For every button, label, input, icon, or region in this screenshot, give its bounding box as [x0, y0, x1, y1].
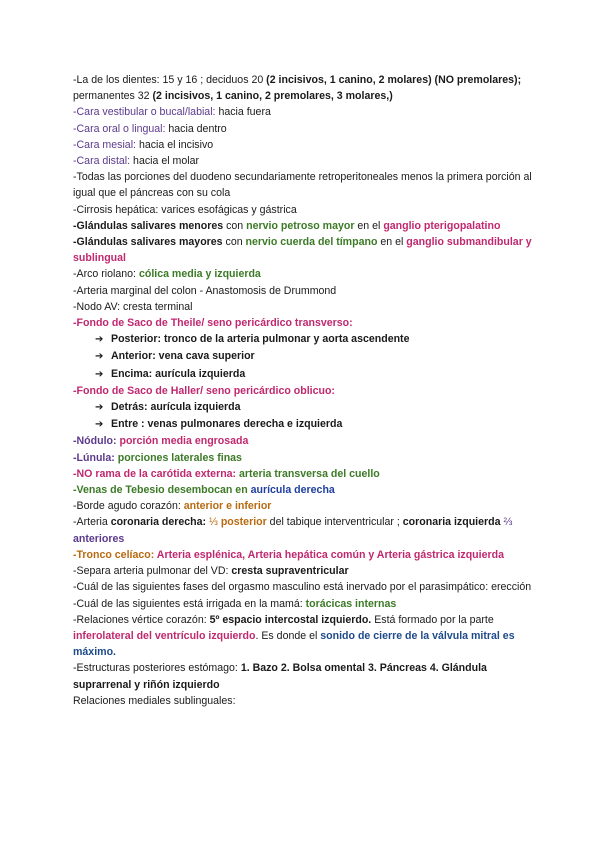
text-segment: Entre : venas pulmonares derecha e izquierda: [111, 418, 343, 431]
text-segment: -Cara distal:: [73, 155, 131, 168]
text-segment: Arteria esplénica, Arteria hepática común y Arteria gástrica izquierda: [154, 548, 504, 561]
note-line: [73, 498, 543, 514]
arrow-right-icon: ➔: [95, 368, 104, 380]
text-segment: -Separa arteria pulmonar del VD:: [73, 565, 232, 578]
arrow-right-icon: ➔: [95, 402, 104, 414]
text-segment: cólica media y izquierda: [138, 268, 261, 281]
text-segment: hacia dentro: [165, 122, 227, 135]
text-segment: -Cuál de las siguientes está irrigada en la mamá:: [73, 597, 306, 610]
text-segment: -NO rama de la carótida externa:: [73, 467, 240, 480]
text-segment: inferolateral del ventrículo izquierdo: [73, 629, 256, 642]
text-segment: hacia el molar: [130, 155, 199, 168]
text-segment: -Arteria: [73, 516, 111, 529]
text-segment: -Arteria marginal del colon - Anastomosis de Drummond: [73, 284, 337, 297]
note-line: [73, 266, 543, 282]
text-segment: con: [223, 219, 247, 232]
arrow-right-icon: ➔: [95, 419, 104, 431]
note-line: [73, 466, 543, 482]
text-segment: porciones laterales finas: [117, 451, 242, 464]
text-segment: permanentes 32: [73, 90, 153, 103]
note-line: [73, 660, 543, 692]
text-segment: -Venas de Tebesio desembocan en: [73, 484, 251, 497]
note-line: [73, 299, 543, 315]
text-segment: -Cuál de las siguientes fases del orgasmo masculino está inervado por el parasimpático: erección: [73, 581, 532, 594]
note-line: [73, 72, 543, 104]
note-line: [73, 234, 543, 266]
bullet-note-line: [73, 348, 543, 365]
text-segment: cresta supraventricular: [231, 565, 349, 578]
text-segment: -Nodo AV: cresta terminal: [73, 300, 193, 313]
text-segment: 5º espacio intercostal izquierdo.: [209, 613, 372, 626]
text-segment: -Fondo de Saco de Theile/ seno pericárdico transverso:: [73, 317, 353, 330]
bullet-note-line: [73, 331, 543, 348]
bullet-note-line: [73, 399, 543, 416]
note-line: [73, 283, 543, 299]
text-segment: arteria transversa del cuello: [239, 467, 380, 480]
text-segment: -Estructuras posteriores estómago:: [73, 662, 241, 675]
text-segment: -Tronco celíaco:: [73, 548, 155, 561]
text-segment: Anterior: vena cava superior: [111, 350, 255, 363]
note-line: [73, 547, 543, 563]
text-segment: . Es donde el: [255, 629, 321, 642]
bullet-note-line: [73, 416, 543, 433]
text-segment: nervio cuerda del tímpano: [245, 236, 378, 249]
text-segment: coronaria izquierda: [402, 516, 501, 529]
note-line: [73, 153, 543, 169]
note-line: [73, 169, 543, 201]
note-line: [73, 596, 543, 612]
text-segment: con: [222, 236, 246, 249]
text-segment: del tabique interventricular ;: [266, 516, 403, 529]
note-line: [73, 579, 543, 595]
note-line: [73, 563, 543, 579]
text-segment: -Cirrosis hepática: varices esofágicas y gástrica: [73, 203, 297, 216]
text-segment: ganglio submandibular y sublingual: [73, 236, 532, 265]
note-line: [73, 202, 543, 218]
text-segment: Encima: aurícula izquierda: [111, 367, 246, 380]
text-segment: ⅓: [206, 516, 221, 529]
text-segment: -Lúnula:: [73, 451, 118, 464]
text-segment: ganglio pterigopalatino: [383, 219, 501, 232]
text-segment: coronaria derecha:: [110, 516, 207, 529]
text-segment: -Cara mesial:: [73, 138, 136, 151]
text-segment: anteriores: [73, 532, 125, 545]
text-segment: hacia el incisivo: [136, 138, 214, 151]
text-segment: aurícula derecha: [250, 484, 335, 497]
text-segment: -Borde agudo corazón:: [73, 500, 184, 513]
arrow-right-icon: ➔: [95, 351, 104, 363]
text-segment: Está formado por la parte: [371, 613, 494, 626]
text-segment: -Glándulas salivares menores: [73, 219, 224, 232]
note-line: [73, 612, 543, 661]
text-segment: -Cara vestibular o bucal/labial:: [73, 106, 216, 119]
text-segment: 1. Bazo 2. Bolsa omental 3. Páncreas 4. Glándula suprarrenal y riñón izquierdo: [73, 662, 487, 691]
note-line: [73, 104, 543, 120]
text-segment: -Arco riolano:: [73, 268, 139, 281]
text-segment: -Relaciones vértice corazón:: [73, 613, 210, 626]
note-line: [73, 121, 543, 137]
note-line: [73, 383, 543, 399]
note-line: [73, 218, 543, 234]
bullet-note-line: [73, 366, 543, 383]
text-segment: Posterior: tronco de la arteria pulmonar y aorta ascendente: [111, 333, 410, 346]
text-segment: -La de los dientes: 15 y 16 ; deciduos 20: [73, 74, 267, 86]
text-segment: en el: [354, 219, 384, 232]
text-segment: en el: [377, 236, 407, 249]
text-segment: nervio petroso mayor: [246, 219, 355, 232]
text-segment: -Nódulo:: [73, 435, 120, 448]
text-segment: (2 incisivos, 1 canino, 2 premolares, 3 molares,): [152, 90, 393, 103]
text-segment: -Todas las porciones del duodeno secundariamente retroperitoneales menos la primera porción al igual que el páncreas con su cola: [73, 171, 532, 200]
note-line: [73, 315, 543, 331]
text-segment: ⅔: [500, 516, 513, 529]
text-segment: porción media engrosada: [119, 435, 249, 448]
text-segment: Detrás: aurícula izquierda: [111, 401, 241, 414]
text-segment: anterior e inferior: [183, 500, 272, 513]
note-line: [73, 433, 543, 449]
text-segment: Relaciones mediales sublinguales:: [73, 694, 236, 707]
text-segment: sonido de cierre de la válvula mitral es máximo.: [73, 629, 515, 659]
text-segment: -Cara oral o lingual:: [73, 122, 166, 135]
arrow-right-icon: ➔: [95, 334, 104, 346]
note-line: [73, 450, 543, 466]
text-segment: -Fondo de Saco de Haller/ seno pericárdico oblicuo:: [73, 384, 335, 397]
note-line: [73, 693, 543, 709]
note-line: [73, 514, 543, 546]
note-line: [73, 137, 543, 153]
text-segment: torácicas internas: [305, 597, 397, 610]
text-segment: (2 incisivos, 1 canino, 2 molares) (NO premolares);: [266, 74, 522, 86]
text-segment: -Glándulas salivares mayores: [73, 236, 223, 249]
text-segment: posterior: [220, 516, 267, 529]
text-segment: hacia fuera: [215, 106, 271, 119]
document-page: [73, 72, 543, 709]
note-line: [73, 482, 543, 498]
